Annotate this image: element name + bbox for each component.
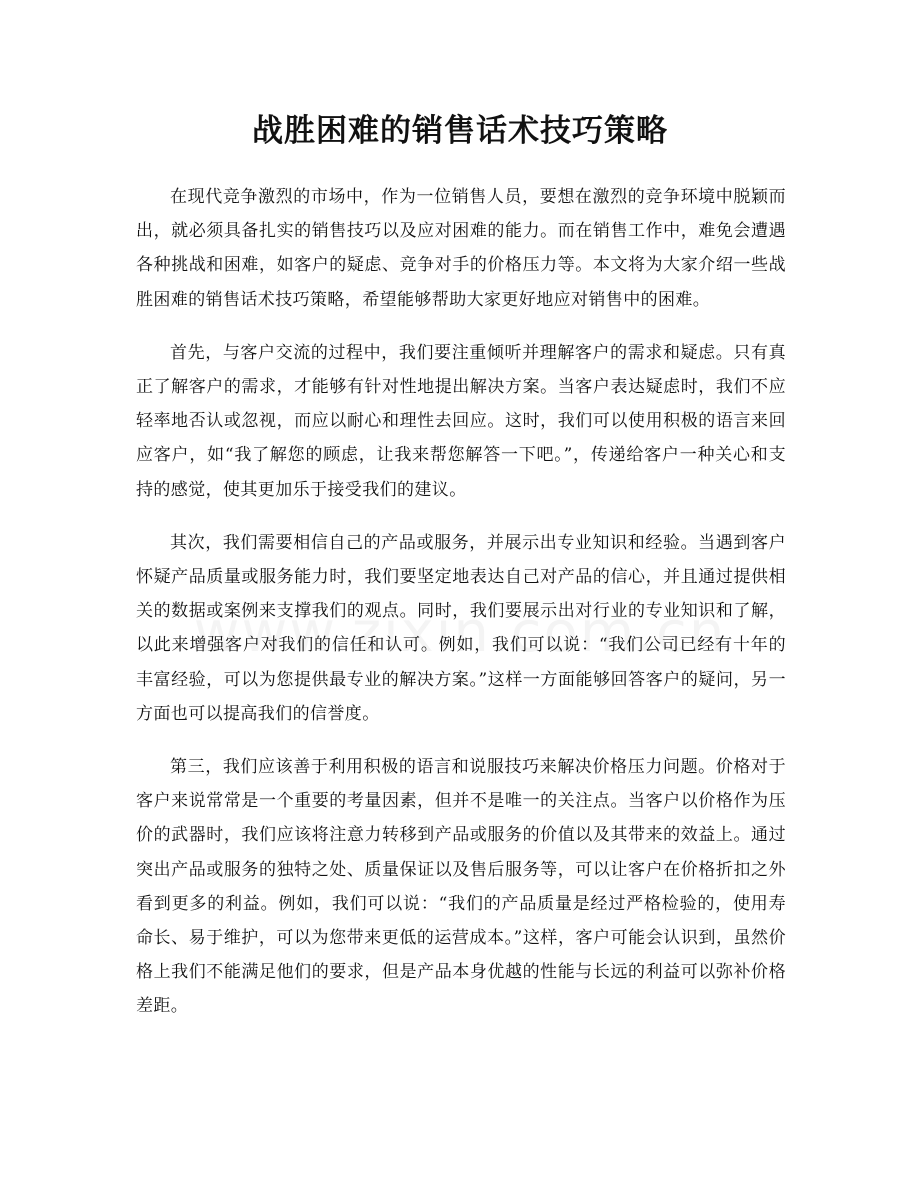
paragraph-second: 其次，我们需要相信自己的产品或服务，并展示出专业知识和经验。当遇到客户怀疑产品质量或服务能力时，我们要坚定地表达自己对产品的信心，并且通过提供相关的数据或案例来支撑我们的观点。同时，我们要展示出对行业的专业知识和了解，以此来增强客户对我们的信任和认可。例如，我们可以说：“我们公司已经有十年的丰富经验，可以为您提供最专业的解决方案。”这样一方面能够回答客户的疑问，另一方面也可以提高我们的信誉度。 [136, 532, 786, 724]
paragraph-intro: 在现代竞争激烈的市场中，作为一位销售人员，要想在激烈的竞争环境中脱颖而出，就必须具备扎实的销售技巧以及应对困难的能力。而在销售工作中，难免会遭遇各种挑战和困难，如客户的疑虑、竞争对手的价格压力等。本文将为大家介绍一些战胜困难的销售话术技巧策略，希望能够帮助大家更好地应对销售中的困难。 [136, 187, 786, 310]
paragraph-first: 首先，与客户交流的过程中，我们要注重倾听并理解客户的需求和疑虑。只有真正了解客户的需求，才能够有针对性地提出解决方案。当客户表达疑虑时，我们不应轻率地否认或忽视，而应以耐心和理性去回应。这时，我们可以使用积极的语言来回应客户，如“我了解您的顾虑，让我来帮您解答一下吧。”，传递给客户一种关心和支持的感觉，使其更加乐于接受我们的建议。 [136, 342, 786, 500]
paragraph-third: 第三，我们应该善于利用积极的语言和说服技巧来解决价格压力问题。价格对于客户来说常常是一个重要的考量因素，但并不是唯一的关注点。当客户以价格作为压价的武器时，我们应该将注意力转移到产品或服务的价值以及其带来的效益上。通过突出产品或服务的独特之处、质量保证以及售后服务等，可以让客户在价格折扣之外看到更多的利益。例如，我们可以说：“我们的产品质量是经过严格检验的，使用寿命长、易于维护，可以为您带来更低的运营成本。”这样，客户可能会认识到，虽然价格上我们不能满足他们的要求，但是产品本身优越的性能与长远的利益可以弥补价格差距。 [136, 757, 786, 1017]
document-title: 战胜困难的销售话术技巧策略 [252, 113, 668, 149]
document-body [136, 180, 786, 1043]
